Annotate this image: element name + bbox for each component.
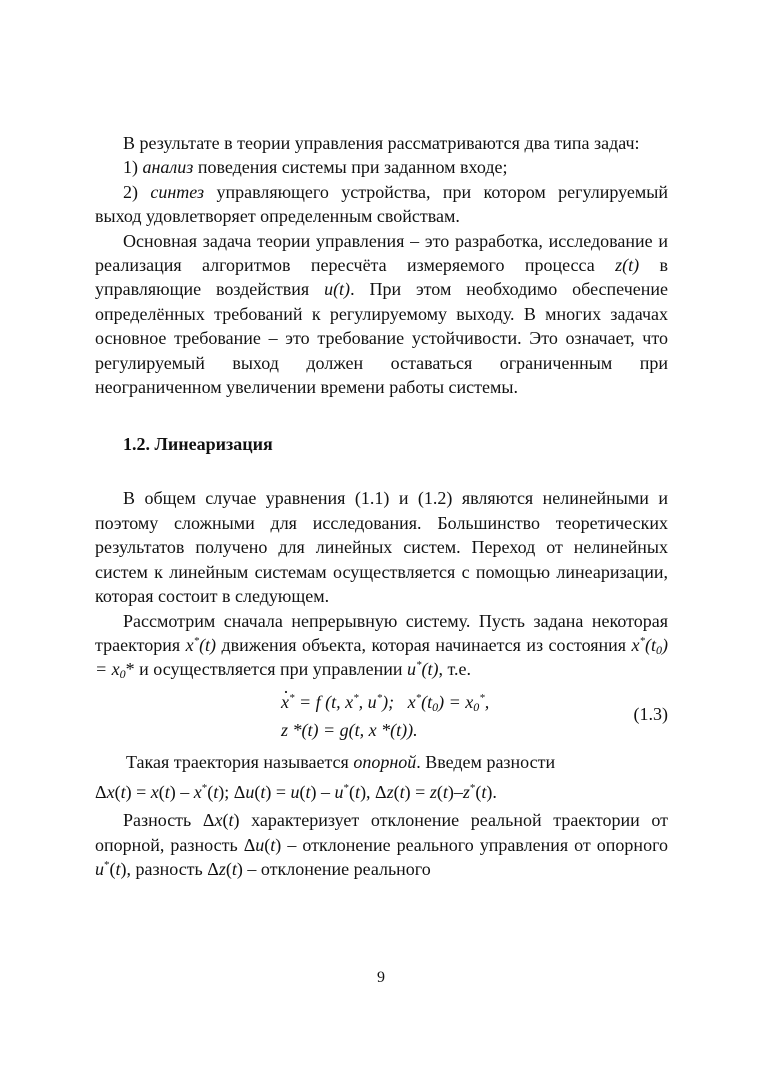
- paragraph-intro: В результате в теории управления рассматриваются два типа задач:: [123, 133, 640, 153]
- equation-number: (1.3): [633, 703, 668, 724]
- text-run: характеризует отклонение реальной траектории от опорной, разность: [95, 810, 669, 855]
- paragraph-deviation: Разность Δx(t) характеризует отклонение реальной траектории от опорной, разность Δu(t) – отклонение реального управления от опорного u*(t), разность Δz(t) – отклонение реального: [95, 810, 669, 879]
- list-number: 2): [123, 181, 138, 202]
- formula-initial-state: $x^*(t_0) = x_0$: [95, 634, 669, 682]
- text-run: Разность: [123, 810, 192, 831]
- equation-1-3: [95, 688, 668, 744]
- equation-differences: Δx(t) = x(t) – x*(t); Δu(t) = u(t) – u*(t), Δz(t) = z(t)–z*(t).: [95, 782, 497, 803]
- text-run: Рассмотрим сначала непрерывную систему. Пусть задана некоторая траектория: [95, 610, 668, 655]
- list-text: поведения системы при заданном входе;: [197, 157, 508, 178]
- paragraph-continuous-system: Рассмотрим сначала непрерывную систему. Пусть задана некоторая траектория x*(t) движения объекта, которая начинается из состояния $x^*(t_0) = x_0*$ и осуществляется при управлении u*(t), т.е.: [95, 610, 669, 682]
- formula-x-star-t: x*(t): [185, 634, 217, 655]
- text-run: Основная задача теории управления – это разработка, исследование и реализация алгоритмов пересчёта измеряемого процесса: [95, 230, 668, 276]
- paragraph-general-case: В общем случае уравнения (1.1) и (1.2) являются нелинейными и поэтому сложными для исследования. Большинство теоретических результатов получено для линейных систем. Переход от нелинейных систем к линейным системам осуществляется с помощью линеаризации, которая состоит в следующем.: [95, 488, 668, 607]
- term-reference: опорной: [353, 751, 417, 772]
- list-item-synthesis: [95, 180, 668, 229]
- text-run: – отклонение реального управления от опорного: [287, 834, 668, 855]
- text-run: , т.е.: [438, 659, 472, 680]
- formula-z-t: z(t): [615, 255, 640, 276]
- page-number: 9: [377, 969, 385, 986]
- paragraph-reference-trajectory: [95, 750, 668, 774]
- term-synthesis: синтез: [150, 181, 205, 202]
- text-run: . Введем разности: [416, 751, 556, 772]
- text-run: Такая траектория называется: [126, 751, 349, 772]
- equation-line-2: z *(t) = g(t, x *(t)).: [281, 719, 418, 740]
- page-body: [95, 131, 668, 881]
- text-run: и осуществляется при управлении: [139, 659, 403, 680]
- list-text: управляющего устройства, при котором регулируемый выход удовлетворяет определенным свойствам.: [95, 181, 668, 227]
- list-number: 1): [123, 157, 138, 178]
- list-item-analysis: [95, 155, 668, 179]
- paragraph-main-task: [95, 229, 668, 400]
- section-heading: 1.2. Линеаризация: [123, 434, 273, 455]
- term-analysis: анализ: [142, 157, 194, 178]
- formula-u-t: u(t): [324, 279, 351, 300]
- equation-line-1: · x* = f (t, x*, u*); $x^*(t_0) = x_0^*$,: [281, 690, 489, 714]
- text-run: движения объекта, которая начинается из состояния: [221, 634, 627, 655]
- formula-u-star-t: u*(t): [407, 659, 439, 680]
- text-run: в управляющие воздействия: [95, 255, 669, 300]
- text-run: – отклонение реального: [247, 858, 431, 879]
- text-run: . При этом необходимо обеспечение определённых требований к регулируемому выходу. В многих задачах основное требование – это требование устойчивости. Это означает, что регулируемый выход должен оставаться ограниченным при неограниченном увеличении времени работы системы.: [95, 279, 668, 398]
- text-run: , разность: [126, 858, 203, 879]
